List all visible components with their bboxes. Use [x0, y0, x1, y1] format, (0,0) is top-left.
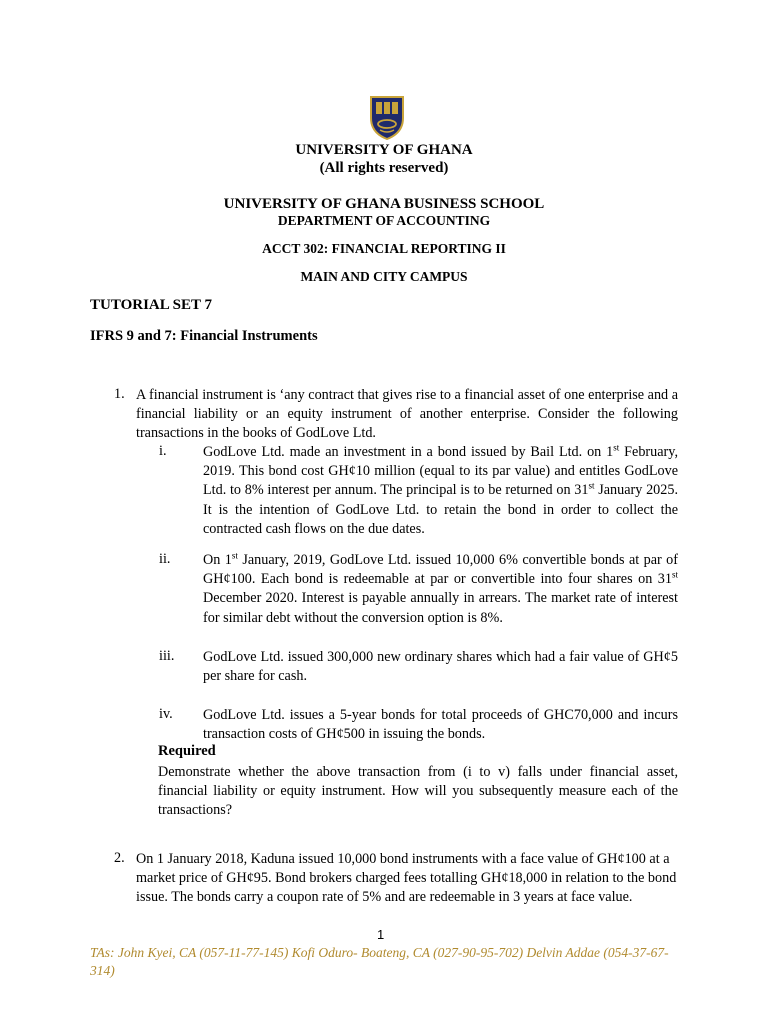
department-name: DEPARTMENT OF ACCOUNTING	[277, 213, 491, 228]
question-text: On 1 January 2018, Kaduna issued 10,000 bond instruments with a face value of GH¢100 at a market price of GH¢95. Bond brokers charged fees totalling GH¢18,000 in relation to the bond issue. The bonds carry a coupon rate of 5% and are redeemable in 3 years at face value.	[136, 851, 677, 906]
item-text: GodLove Ltd. issued 300,000 new ordinary shares which had a fair value of GH¢5 per share for cash.	[203, 649, 678, 685]
required-label: Required	[158, 743, 216, 759]
university-name: UNIVERSITY OF GHANA	[295, 142, 473, 158]
question-number: 2.	[114, 850, 125, 866]
item-text: GodLove Ltd. made an investment in a bond issued by Bail Ltd. on 1st February, 2019. This bond cost GH¢10 million (equal to its par value) and entitles GodLove Ltd. to 8% interest per annum. The principal is to be returned on 31st January 2025. It is the intention of GodLove Ltd. to retain the bond in order to collect the contracted cash flows on the due dates.	[203, 442, 678, 537]
page-number: 1	[377, 927, 385, 942]
tutorial-subtitle: IFRS 9 and 7: Financial Instruments	[90, 328, 318, 344]
school-name: UNIVERSITY OF GHANA BUSINESS SCHOOL	[223, 196, 545, 212]
item-label: ii.	[159, 551, 171, 567]
item-text: GodLove Ltd. issues a 5-year bonds for total proceeds of GHC70,000 and incurs transaction costs of GH¢500 in issuing the bonds.	[203, 707, 678, 743]
footer-contacts: TAs: John Kyei, CA (057-11-77-145) Kofi Oduro- Boateng, CA (027-90-95-702) Delvin Addae (054-37-67-314)	[90, 945, 669, 978]
university-crest-logo	[368, 94, 406, 140]
rights-notice: (All rights reserved)	[319, 160, 449, 176]
course-title: ACCT 302: FINANCIAL REPORTING II	[262, 241, 506, 256]
item-label: i.	[159, 443, 167, 459]
question-number: 1.	[114, 386, 125, 402]
question-intro: A financial instrument is ‘any contract that gives rise to a financial asset of one enterprise and a financial liability or an equity instrument of another enterprise. Consider the following transactions in the books of GodLove Ltd.	[136, 387, 678, 442]
tutorial-title: TUTORIAL SET 7	[90, 297, 212, 313]
campus-name: MAIN AND CITY CAMPUS	[300, 269, 468, 284]
item-text: On 1st January, 2019, GodLove Ltd. issued 10,000 6% convertible bonds at par of GH¢100. Each bond is redeemable at par or convertible into four shares on 31st December 2020. Interest is payable annually in arrears. The market rate of interest for similar debt without the conversion option is 8%.	[203, 550, 678, 626]
item-label: iii.	[159, 648, 175, 664]
required-text: Demonstrate whether the above transaction from (i to v) falls under financial asset, financial liability or equity instrument. How will you subsequently measure each of the transactions?	[158, 764, 678, 819]
item-label: iv.	[159, 706, 173, 722]
